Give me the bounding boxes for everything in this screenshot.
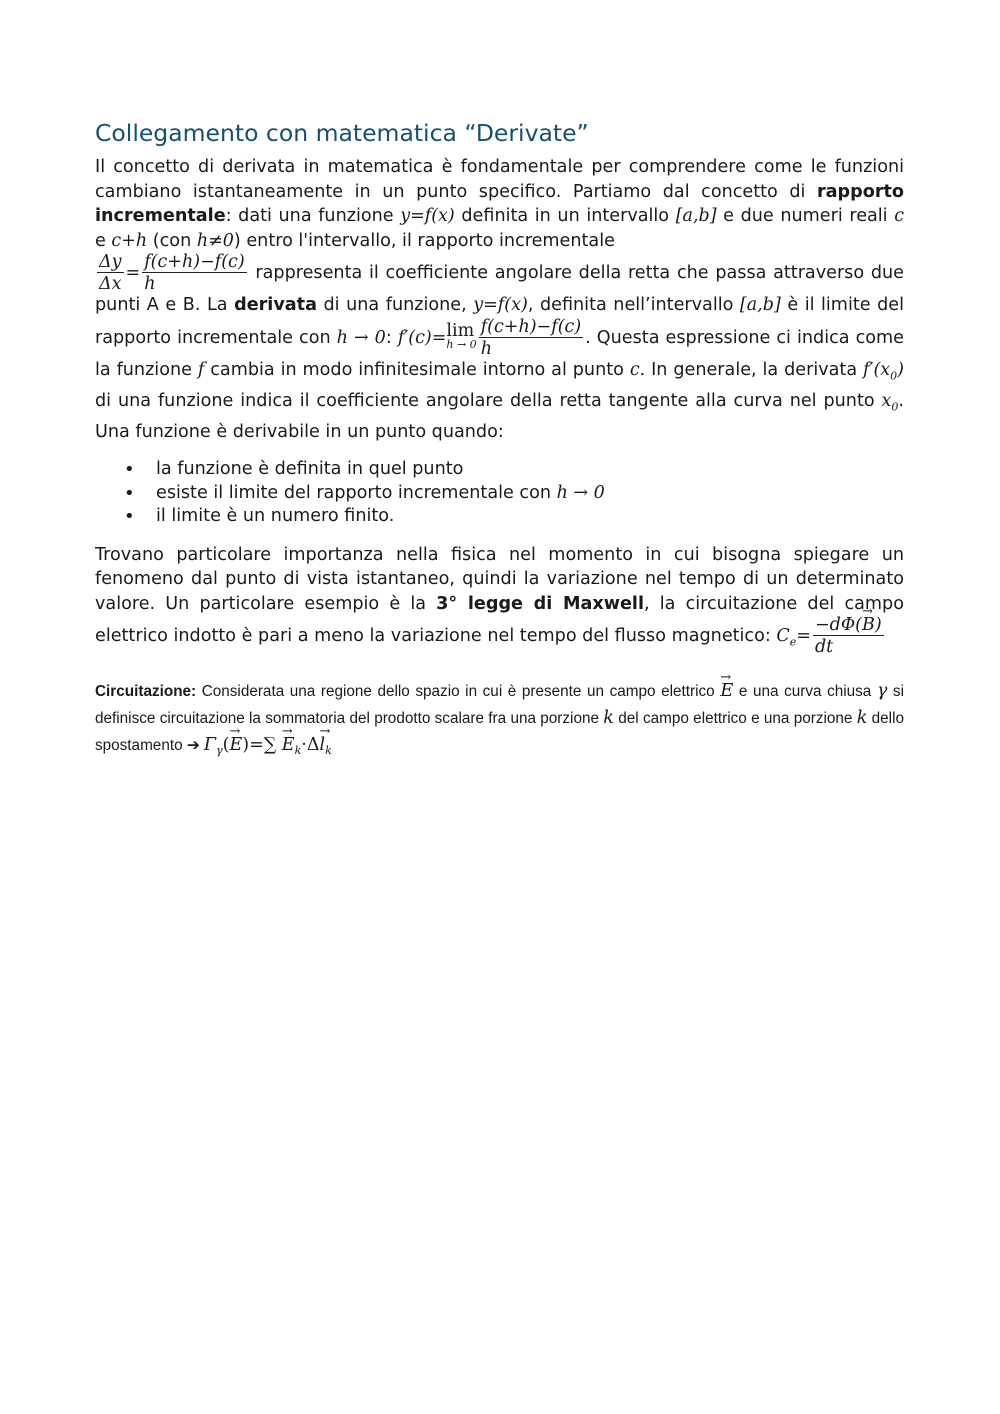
numerator-text: −dΦ( xyxy=(814,615,863,636)
text: , definita nell’intervallo xyxy=(527,295,740,315)
text: (con xyxy=(147,230,197,251)
text: : dati una funzione xyxy=(225,206,401,226)
text: e xyxy=(95,230,112,251)
text: definita in un intervallo xyxy=(454,206,676,226)
fraction-delta xyxy=(97,253,124,293)
text: rappresenta il coefficiente angolare della retta che passa attraverso due punti A e B. La xyxy=(95,263,904,315)
text: è il limite del rapporto incrementale con xyxy=(95,295,904,348)
paragraph-circuitazione xyxy=(95,678,904,764)
fraction-numerator xyxy=(813,616,884,636)
text: e una curva chiusa xyxy=(733,683,877,701)
fraction-denominator: Δx xyxy=(99,274,122,294)
math-equals: = xyxy=(796,626,811,647)
math-c: c xyxy=(894,206,904,226)
math-h-to-zero: h → 0 xyxy=(556,482,605,503)
bold-term-circuitazione: Circuitazione: xyxy=(95,683,197,701)
math-ce: C xyxy=(776,626,790,647)
math-function: y=f(x) xyxy=(400,206,455,226)
math-subscript: k xyxy=(325,744,332,758)
math-f-prime-x0: f′(x xyxy=(863,359,891,380)
math-subscript: 0 xyxy=(890,369,898,383)
text: dello spostamento ➔ xyxy=(95,710,904,755)
text: si definisce circuitazione la sommatoria del prodotto scalare fra una porzione xyxy=(95,683,904,728)
math-sum: )=∑ xyxy=(242,735,282,756)
math-subscript: γ xyxy=(216,744,223,758)
fraction-incremental-ratio xyxy=(142,253,246,293)
math-gamma: γ xyxy=(876,681,888,702)
list-item xyxy=(156,482,904,506)
text: Considerata una regione dello spazio in cui è presente un campo elettrico xyxy=(196,683,721,701)
limit-label: lim xyxy=(446,320,475,341)
list-item xyxy=(156,458,904,482)
fraction-numerator: Δy xyxy=(99,252,122,272)
text: . Una funzione è derivabile in un punto quando: xyxy=(95,390,904,442)
list-item-text: il limite è un numero finito. xyxy=(156,506,395,527)
math-interval: [a,b] xyxy=(675,206,717,226)
math-function: y=f(x) xyxy=(473,295,528,315)
document-page xyxy=(95,118,904,779)
math-subscript: e xyxy=(789,635,797,649)
math-paren: ( xyxy=(222,735,230,756)
text: e due numeri reali xyxy=(716,206,895,226)
math-h-not-zero: h≠0 xyxy=(196,230,234,251)
list-item-text: la funzione è definita in quel punto xyxy=(156,459,464,480)
fraction-derivative xyxy=(479,318,583,358)
math-subscript: k xyxy=(294,744,302,758)
fraction-numerator: f(c+h)−f(c) xyxy=(480,316,582,337)
text: di una funzione, xyxy=(316,295,474,315)
math-c: c. xyxy=(629,359,646,380)
fraction-flux-derivative xyxy=(813,616,884,656)
math-paren: ) xyxy=(897,359,904,380)
text: cambia in modo infinitesimale intorno al punto xyxy=(204,359,630,380)
math-equals: = xyxy=(125,263,141,283)
text: : xyxy=(385,327,398,348)
math-k: k xyxy=(603,708,614,729)
paragraph-maxwell xyxy=(95,543,904,657)
fraction-denominator: h xyxy=(144,274,156,294)
fraction-denominator: h xyxy=(480,338,492,359)
fraction-numerator: f(c+h)−f(c) xyxy=(144,252,245,272)
math-c-plus-h: c+h xyxy=(111,230,148,251)
section-title: Collegamento con matematica “Derivate” xyxy=(95,119,589,147)
math-f: f xyxy=(197,359,205,380)
math-subscript: 0 xyxy=(891,400,899,414)
list-item xyxy=(156,505,904,529)
text: di una funzione indica il coefficiente angolare della retta tangente alla curva nel punto xyxy=(95,390,882,411)
bold-term-rapporto-incrementale: rapporto incrementale xyxy=(95,181,904,226)
math-limit xyxy=(446,320,477,352)
text: ) entro l'intervallo, il rapporto incrementale xyxy=(233,230,615,251)
text: In generale, la derivata xyxy=(645,359,864,380)
bold-term-maxwell: 3° legge di Maxwell xyxy=(436,593,644,614)
math-Gamma: Γ xyxy=(203,735,217,756)
math-interval: [a,b] xyxy=(739,295,781,315)
vector-E: → E xyxy=(720,678,733,704)
vector-B: → B xyxy=(862,616,875,634)
text: , la circuitazione del campo elettrico indotto è pari a meno la variazione nel tempo del flusso magnetico: xyxy=(95,593,904,647)
list-item-text: esiste il limite del rapporto incrementale con xyxy=(156,482,557,503)
math-k: k xyxy=(856,708,868,729)
text: Il concetto di derivata in matematica è fondamentale per comprendere come le funzioni cambiano istantaneamente in un punto specifico. Partiamo dal concetto di xyxy=(95,157,904,202)
vector-E-k: → E xyxy=(282,732,295,758)
math-h-to-zero: h → 0 xyxy=(336,327,386,348)
limit-subscript: h → 0 xyxy=(446,337,477,351)
vector-l: → l xyxy=(319,732,325,758)
math-x0: x xyxy=(881,390,892,411)
vector-E: → E xyxy=(229,732,242,758)
text: del campo elettrico e una porzione xyxy=(613,710,857,728)
paragraph-derivative-definition xyxy=(95,155,904,444)
math-dot-delta: ·Δ xyxy=(301,735,320,756)
math-f-prime: f′(c)= xyxy=(397,327,447,348)
text: Trovano particolare importanza nella fisica nel momento in cui bisogna spiegare un fenomeno dal punto di vista istantaneo, quindi la variazione nel tempo di un determinato valore. Un particolare esempio è la xyxy=(95,544,904,614)
derivability-conditions-list xyxy=(95,458,904,529)
fraction-denominator: dt xyxy=(814,637,834,658)
numerator-paren: ) xyxy=(874,615,882,636)
text: . Questa espressione ci indica come la funzione xyxy=(95,327,905,380)
bold-term-derivata: derivata xyxy=(234,295,317,315)
